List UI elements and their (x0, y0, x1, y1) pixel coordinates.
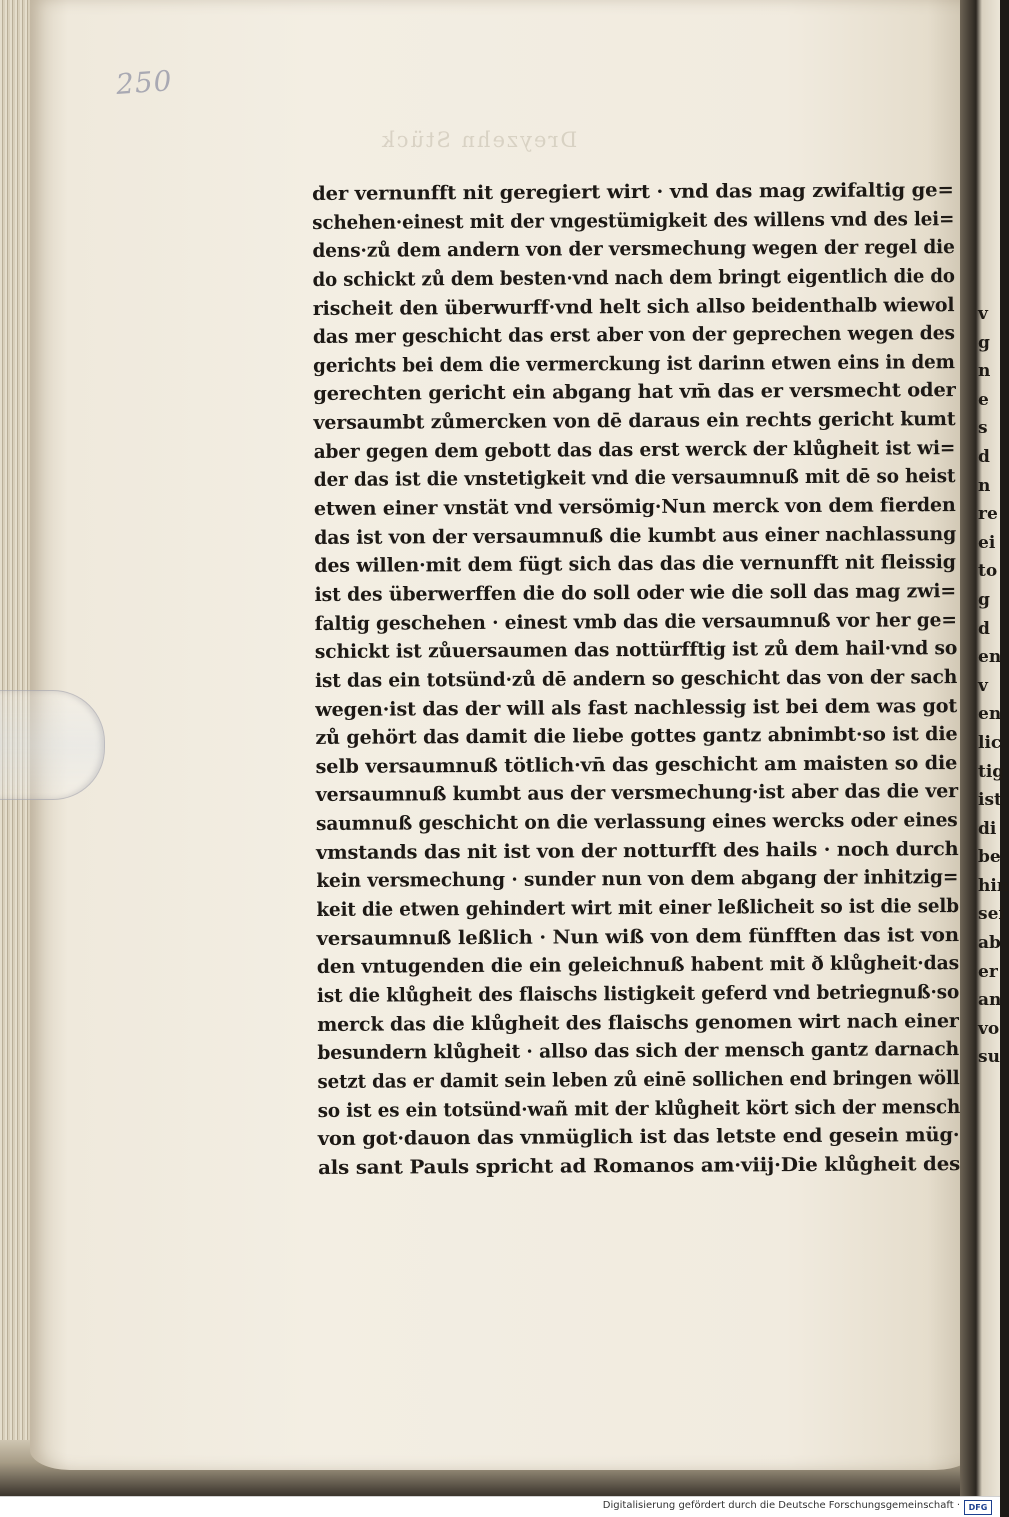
text-line: der vernunfft nit geregiert wirt · vnd das mag zwifaltig ge= (312, 179, 954, 205)
book-page (30, 0, 975, 1470)
text-line: keit die etwen gehindert wirt mit einer leßlicheit so ist die selb (316, 895, 959, 922)
show-through-running-head: Dreyzehn Stück (380, 128, 578, 152)
text-line: von got·dauon das vnmüglich ist das letste end gesein müg· (317, 1124, 960, 1151)
plexiglass-clip (0, 690, 105, 800)
text-line: faltig geschehen · einest vmb das die versaumnuß vor her ge= (314, 608, 957, 635)
text-line: dens·zů dem andern von der versmechung wegen der regel die (312, 236, 955, 263)
facing-page-edge-text: v g n e s d n re ei to g d en v en lic tig ist di be hin sei ab er an vo su (978, 304, 1009, 1068)
text-line: den vntugenden die ein geleichnuß habent mit ð klůgheit·das (316, 952, 960, 979)
text-line: vmstands das nit ist von der notturfft des hails · noch durch (316, 837, 959, 864)
text-line: aber gegen dem gebott das das erst werck der klůgheit ist wi= (313, 436, 956, 463)
text-line: merck das die klůgheit des flaischs genomen wirt nach einer (317, 1009, 959, 1036)
text-line: gerichts bei dem die vermerckung ist darinn etwen eins in dem (313, 350, 955, 377)
text-line: setzt das er damit sein leben zů einē sollichen end bringen wöll (317, 1066, 960, 1093)
text-line: schehen·einest mit der vngestümigkeit des willens vnd des lei= (312, 207, 955, 234)
text-line: ist das ein totsünd·zů dē andern so geschicht das von der sach (314, 665, 958, 692)
text-line: des willen·mit dem fügt sich das das die vernunfft nit fleissig (314, 551, 956, 578)
text-line: selb versaumnuß tötlich·vn̄ das geschicht am maisten so die (315, 751, 958, 778)
text-line: das mer geschicht das erst aber von der geprechen wegen des (312, 322, 955, 349)
text-line: der das ist die vnstetigkeit vnd die versaumnuß mit dē so heist (313, 465, 956, 492)
text-line: ist die klůgheit des flaischs listigkeit geferd vnd betriegnuß·so (316, 981, 960, 1007)
text-line: versaumbt zůmercken von dē daraus ein rechts gericht kumt (313, 408, 956, 435)
text-line: saumnuß geschicht on die verlassung eines wercks oder eines (315, 809, 958, 836)
text-line: do schickt zů dem besten·vnd nach dem bringt eigentlich die do (312, 264, 955, 291)
blackletter-text-block (312, 176, 978, 1182)
text-line: besundern klůgheit · allso das sich der mensch gantz darnach (317, 1038, 960, 1065)
text-line: ist des überwerffen die do soll oder wie die soll das mag zwi= (314, 580, 957, 606)
text-line: wegen·ist das der will als fast nachlessig ist bei dem was got (315, 694, 958, 721)
text-line: versaumnuß leßlich · Nun wiß von dem fünfften das ist von (316, 923, 959, 950)
text-line: als sant Pauls spricht ad Romanos am·viij·Die klůgheit des (317, 1152, 961, 1179)
text-line: gerechten gericht ein abgang hat vm̄ das er versmecht oder (313, 379, 956, 406)
text-line: so ist es ein totsünd·wañ mit der klůgheit kört sich der mensch (317, 1095, 961, 1122)
funding-credit: Digitalisierung gefördert durch die Deutsche Forschungsgemeinschaft · (602, 1500, 960, 1511)
dfg-logo: DFG (964, 1500, 992, 1515)
text-line: das ist von der versaumnuß die kumbt aus einer nachlassung (314, 522, 957, 549)
text-line: kein versmechung · sunder nun von dem abgang der inhitzig= (316, 866, 959, 893)
text-line: rischeit den überwurff·vnd helt sich allso beidenthalb wiewol (312, 293, 955, 320)
text-line: schickt ist zůuersaumen das nottürfftig ist zů dem hail·vnd so (314, 637, 958, 664)
text-line: zů gehört das damit die liebe gottes gantz abnimbt·so ist die (315, 723, 958, 750)
text-line: etwen einer vnstät vnd versömig·Nun merck von dem fierden (313, 494, 956, 521)
folio-number: 250 (114, 64, 174, 101)
text-line: versaumnuß kumbt aus der versmechung·ist aber das die ver (315, 780, 959, 807)
footer-bar (0, 1496, 1000, 1517)
